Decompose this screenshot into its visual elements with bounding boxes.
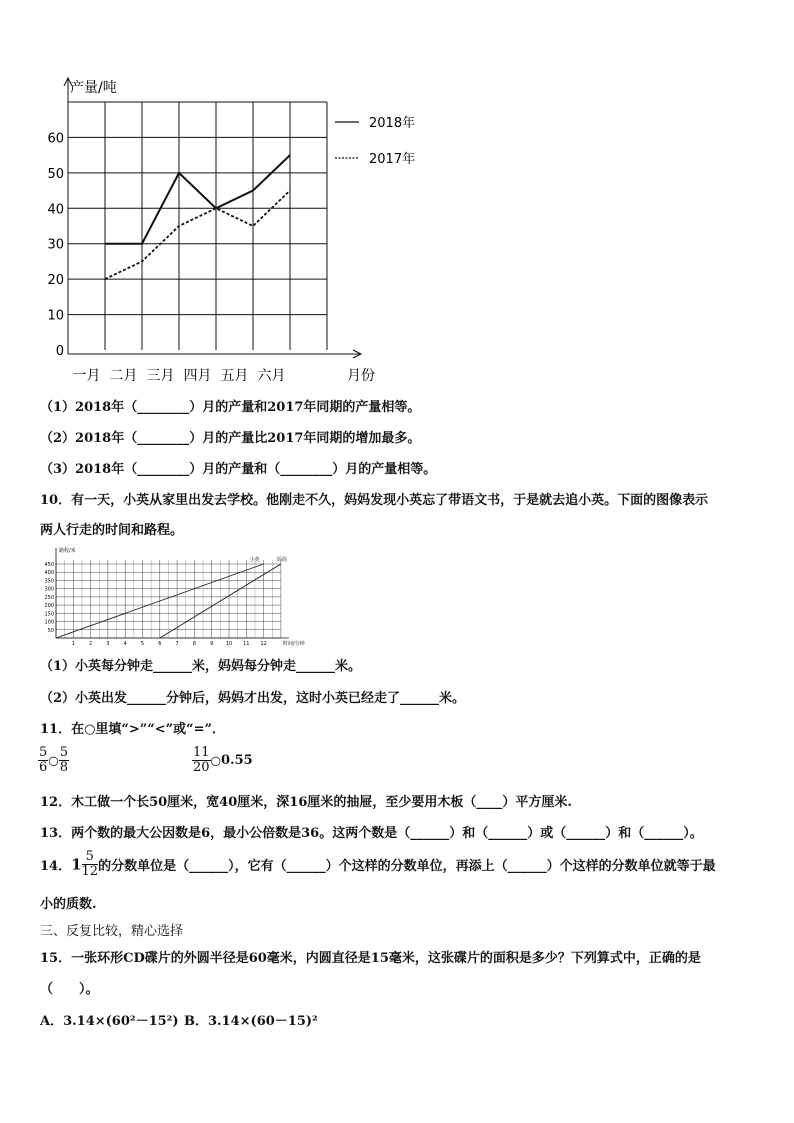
q14-line2: 小的质数. bbox=[40, 897, 97, 912]
q9-sub3: （3）2018年（________）月的产量和（________）月的产量相等。 bbox=[40, 462, 437, 477]
x-tick-label: 三月 bbox=[146, 368, 175, 384]
y-tick-label: 150 bbox=[44, 611, 54, 618]
distance-time-chart bbox=[34, 546, 305, 650]
series-label: 妈妈 bbox=[276, 557, 287, 563]
q11-compare-b: $\frac{11}{20}$ ○0.55 bbox=[193, 745, 253, 775]
fraction: $\frac{11}{20}$ bbox=[193, 745, 210, 775]
q15-line1: 15．一张环形CD碟片的外圆半径是60毫米，内圆直径是15毫米，这张碟片的面积是多少？下列算式中，正确的是 bbox=[40, 951, 701, 966]
y-tick-label: 20 bbox=[47, 273, 64, 289]
x-tick-label: 四月 bbox=[183, 368, 212, 384]
fraction: $\frac{5}{12}$ bbox=[81, 849, 99, 879]
q10-stem-line1: 10．有一天，小英从家里出发去学校。他刚走不久，妈妈发现小英忘了带语文书，于是就去追小英。下面的图像表示 bbox=[40, 493, 709, 508]
x-tick-label: 4 bbox=[123, 641, 127, 647]
x-tick-label: 五月 bbox=[220, 368, 249, 384]
chart-grid bbox=[68, 102, 327, 350]
y-tick-label: 30 bbox=[47, 237, 64, 253]
section-title: 三、反复比较，精心选择 bbox=[40, 924, 184, 939]
x-tick-label: 2 bbox=[89, 641, 93, 647]
y-tick-label: 300 bbox=[44, 586, 54, 593]
chart-labels bbox=[47, 79, 415, 384]
y-tick-label: 50 bbox=[47, 627, 54, 634]
q11-title: 11．在○里填“>”“<”或“=”． bbox=[40, 722, 225, 737]
q9-sub1: （1）2018年（________）月的产量和2017年同期的产量相等。 bbox=[40, 400, 421, 415]
x-tick-label: 六月 bbox=[257, 368, 286, 384]
series-label: 小英 bbox=[249, 557, 260, 563]
y-tick-label: 50 bbox=[47, 166, 64, 182]
y-tick-label: 100 bbox=[44, 619, 54, 626]
x-tick-label: 1 bbox=[71, 641, 75, 647]
y-axis-label: 路程/米 bbox=[59, 548, 76, 554]
y-tick-label: 60 bbox=[47, 131, 64, 147]
legend-label: 2018年 bbox=[369, 116, 416, 131]
production-line-chart bbox=[40, 70, 416, 390]
q11-compare-a: $\frac{5}{6}$ ○ $\frac{5}{8}$ bbox=[39, 745, 69, 775]
x-axis-label: 时间/分钟 bbox=[282, 641, 305, 647]
q10-stem-line2: 两人行走的时间和路程。 bbox=[40, 523, 184, 538]
y-tick-label: 10 bbox=[47, 308, 64, 324]
y-tick-label: 200 bbox=[44, 603, 54, 610]
x-tick-label: 6 bbox=[158, 641, 162, 647]
y-tick-label: 40 bbox=[47, 202, 64, 218]
chart-series bbox=[105, 155, 290, 279]
y-axis-label: 产量/吨 bbox=[70, 80, 117, 96]
x-tick-label: 一月 bbox=[72, 368, 101, 384]
series-line-2018年 bbox=[105, 155, 290, 244]
legend-label: 2017年 bbox=[369, 152, 416, 167]
x-tick-label: 3 bbox=[106, 641, 110, 647]
y-tick-label: 350 bbox=[44, 578, 54, 585]
q14-line1: 14．1 $\frac{5}{12}$ 的分数单位是（______），它有（______）个这样的分数单位，再添上（______）个这样的分数单位就等于最 bbox=[40, 849, 716, 879]
q15-option-b: B．3.14×(60－15)² bbox=[184, 1014, 318, 1029]
fraction: $\frac{5}{8}$ bbox=[59, 745, 69, 775]
y-tick-label: 450 bbox=[44, 562, 54, 568]
x-tick-label: 8 bbox=[192, 641, 196, 647]
q12: 12．木工做一个长50厘米，宽40厘米，深16厘米的抽屉，至少要用木板（____）平方厘米. bbox=[40, 795, 572, 810]
x-axis-label: 月份 bbox=[347, 368, 375, 384]
x-tick-label: 7 bbox=[175, 641, 179, 647]
x-tick-label: 10 bbox=[225, 641, 233, 647]
x-tick-label: 12 bbox=[260, 641, 267, 647]
x-tick-label: 11 bbox=[243, 641, 250, 647]
x-tick-label: 二月 bbox=[109, 368, 138, 384]
q15-line2: （ ）。 bbox=[40, 982, 99, 997]
y-tick-label: 0 bbox=[55, 344, 64, 359]
q10-sub2: （2）小英出发______分钟后，妈妈才出发，这时小英已经走了______米。 bbox=[40, 691, 466, 706]
q15-option-a: A．3.14×(60²－15²) bbox=[40, 1014, 179, 1029]
q13: 13．两个数的最大公因数是6，最小公倍数是36。这两个数是（______）和（______）或（______）和（______）。 bbox=[40, 826, 703, 841]
y-tick-label: 400 bbox=[44, 570, 54, 577]
series-line-2017年 bbox=[105, 191, 290, 280]
fraction: $\frac{5}{6}$ bbox=[39, 745, 48, 775]
q10-sub1: （1）小英每分钟走______米，妈妈每分钟走______米。 bbox=[40, 659, 362, 674]
y-tick-label: 250 bbox=[44, 594, 54, 601]
chart-axes bbox=[64, 78, 361, 358]
q9-sub2: （2）2018年（________）月的产量比2017年同期的增加最多。 bbox=[40, 431, 421, 446]
x-tick-label: 9 bbox=[210, 641, 214, 647]
x-tick-label: 5 bbox=[140, 641, 145, 647]
